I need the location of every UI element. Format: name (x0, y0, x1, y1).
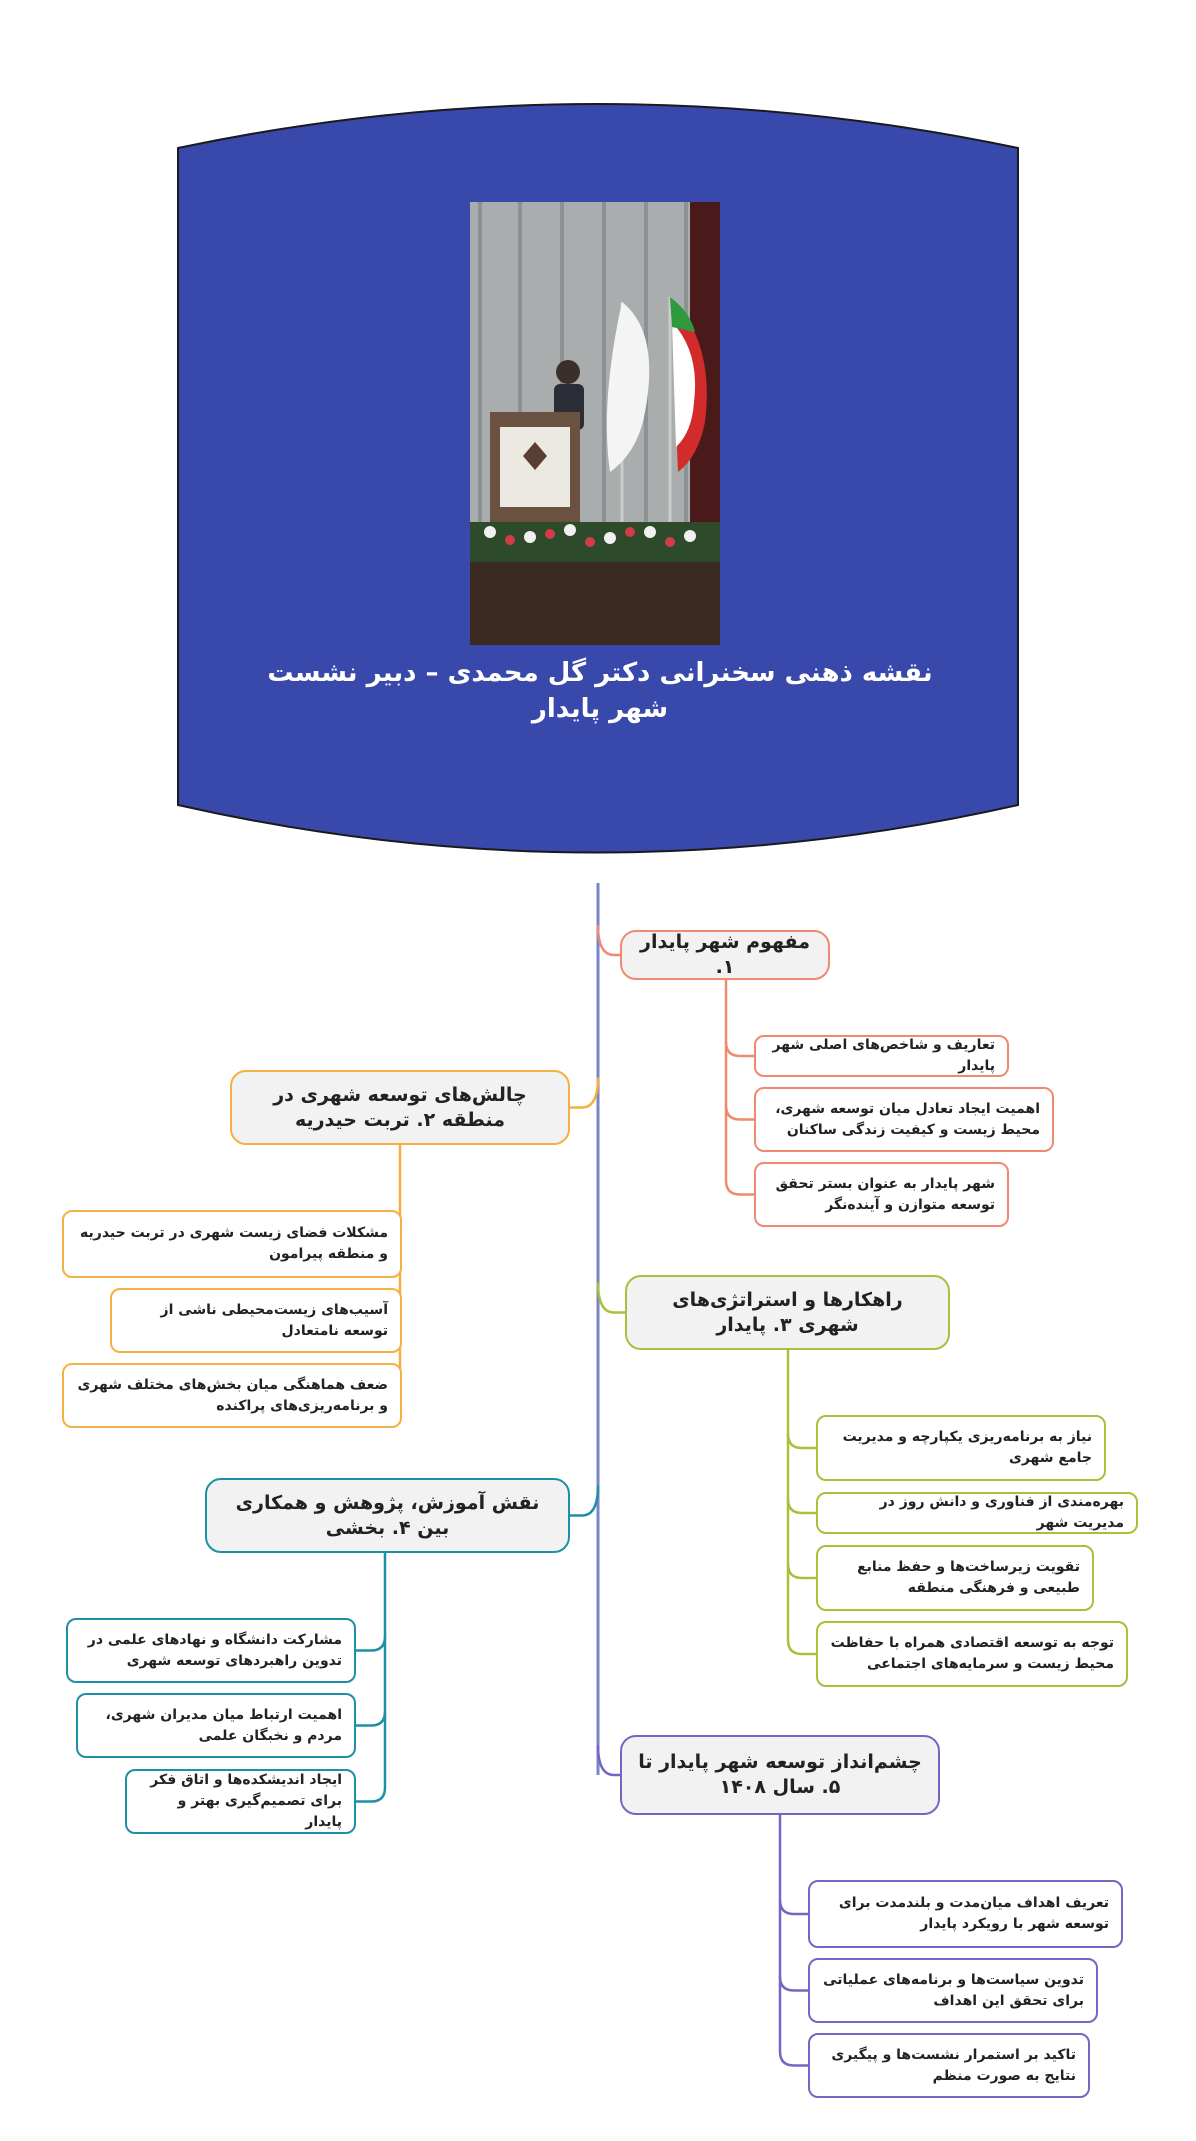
branch-5-subtopic[interactable]: تدوین سیاست‌ها و برنامه‌های عملیاتی برای تحقق این اهداف (808, 1958, 1098, 2023)
speaker-photo (470, 202, 720, 645)
branch-1-subtopic[interactable]: تعاریف و شاخص‌های اصلی شهر پایدار (754, 1035, 1009, 1077)
branch-3-subtopic[interactable]: بهره‌مندی از فناوری و دانش روز در مدیریت شهر (816, 1492, 1138, 1534)
subtopic-connector (780, 1900, 808, 1914)
branch-3-subtopic[interactable]: نیاز به برنامه‌ریزی یکپارچه و مدیریت جامع شهری (816, 1415, 1106, 1481)
branch-node-4[interactable]: نقش آموزش، پژوهش و همکاری بین ۴. بخشی (205, 1478, 570, 1553)
branch-3-subtopic[interactable]: تقویت زیرساخت‌ها و حفظ منابع طبیعی و فرهنگی منطقه (816, 1545, 1094, 1611)
branch-connector-4 (570, 1486, 598, 1516)
branch-2-subtopic[interactable]: مشکلات فضای زیست شهری در تربت حیدریه و منطقه پیرامون (62, 1210, 402, 1278)
subtopic-connector (780, 1977, 808, 1991)
branch-3-subtopic[interactable]: توجه به توسعه اقتصادی همراه با حفاظت محیط زیست و سرمایه‌های اجتماعی (816, 1621, 1128, 1687)
branch-4-subtopic[interactable]: ایجاد اندیشکده‌ها و اتاق فکر برای تصمیم‌گیری بهتر و پایدار (125, 1769, 356, 1834)
subtopic-connector (356, 1788, 385, 1802)
subtopic-connector (788, 1499, 816, 1513)
subtopic-connector (788, 1640, 816, 1654)
root-title: نقشه ذهنی سخنرانی دکتر گل محمدی – دبیر نشست شهر پایدار (267, 658, 933, 724)
branch-5-subtopic[interactable]: تاکید بر استمرار نشست‌ها و پیگیری نتایج به صورت منظم (808, 2033, 1090, 2098)
branch-connector-2 (570, 1078, 598, 1108)
subtopic-connector (356, 1712, 385, 1726)
branch-connector-3 (598, 1283, 625, 1313)
branch-1-subtopic[interactable]: شهر پایدار به عنوان بستر تحقق توسعه متوازن و آینده‌نگر (754, 1162, 1009, 1227)
subtopic-connector (780, 2052, 808, 2066)
branch-5-subtopic[interactable]: تعریف اهداف میان‌مدت و بلندمدت برای توسعه شهر با رویکرد پایدار (808, 1880, 1123, 1948)
branch-node-2[interactable]: چالش‌های توسعه شهری در منطقه ۲. تربت حیدریه (230, 1070, 570, 1145)
subtopic-connector (788, 1564, 816, 1578)
branch-connector-5 (598, 1745, 620, 1775)
branch-node-3[interactable]: راهکارها و استراتژی‌های شهری ۳. پایدار (625, 1275, 950, 1350)
subtopic-connector (788, 1434, 816, 1448)
branch-node-1[interactable]: مفهوم شهر پایدار ۱. (620, 930, 830, 980)
subtopic-connector (726, 1042, 754, 1056)
subtopic-connector (726, 1181, 754, 1195)
branch-4-subtopic[interactable]: مشارکت دانشگاه و نهادهای علمی در تدوین راهبردهای توسعه شهری (66, 1618, 356, 1683)
branch-1-subtopic[interactable]: اهمیت ایجاد تعادل میان توسعه شهری، محیط زیست و کیفیت زندگی ساکنان (754, 1087, 1054, 1152)
subtopic-connector (356, 1637, 385, 1651)
subtopic-connector (726, 1106, 754, 1120)
branch-4-subtopic[interactable]: اهمیت ارتباط میان مدیران شهری، مردم و نخبگان علمی (76, 1693, 356, 1758)
branch-node-5[interactable]: چشم‌انداز توسعه شهر پایدار تا ۵. سال ۱۴۰۸ (620, 1735, 940, 1815)
branch-2-subtopic[interactable]: ضعف هماهنگی میان بخش‌های مختلف شهری و برنامه‌ریزی‌های پراکنده (62, 1363, 402, 1428)
branch-connector-1 (598, 925, 620, 955)
branch-2-subtopic[interactable]: آسیب‌های زیست‌محیطی ناشی از توسعه نامتعادل (110, 1288, 402, 1353)
